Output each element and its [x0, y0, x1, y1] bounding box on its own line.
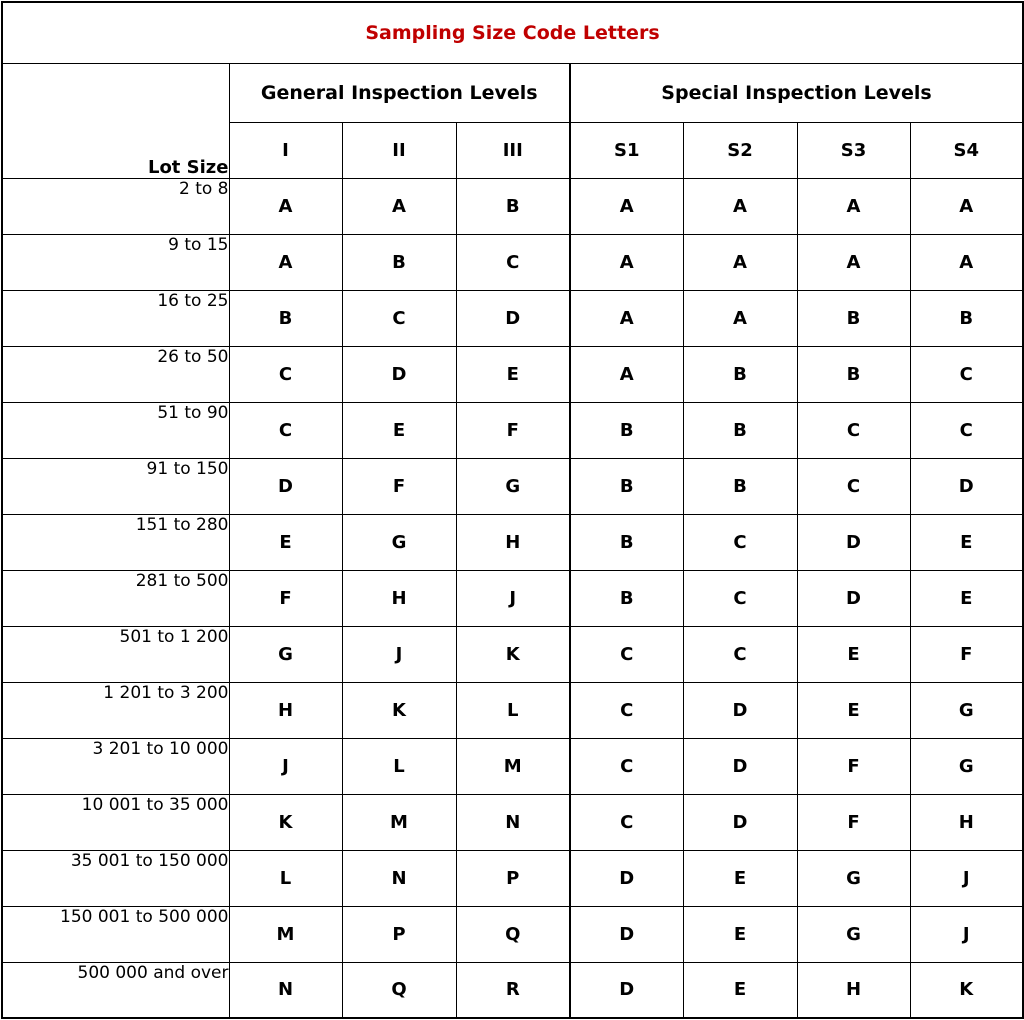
code-letter-cell-i: C — [229, 346, 342, 402]
code-letter-cell-s2: D — [683, 794, 797, 850]
code-letter-cell-iii: J — [456, 570, 570, 626]
code-letter-cell-s1: B — [570, 514, 683, 570]
code-letter-cell-iii: F — [456, 402, 570, 458]
code-letter-cell-iii: G — [456, 458, 570, 514]
code-letter-cell-s1: C — [570, 682, 683, 738]
lot-size-cell: 150 001 to 500 000 — [2, 906, 229, 962]
code-letter-cell-ii: C — [342, 290, 456, 346]
code-letter-cell-i: D — [229, 458, 342, 514]
code-letter-cell-ii: G — [342, 514, 456, 570]
code-letter-cell-s2: D — [683, 682, 797, 738]
code-letter-cell-s3: B — [797, 346, 910, 402]
level-header-s3: S3 — [797, 122, 910, 178]
code-letter-cell-s3: D — [797, 514, 910, 570]
code-letter-cell-s4: H — [910, 794, 1023, 850]
level-header-iii: III — [456, 122, 570, 178]
code-letter-cell-i: J — [229, 738, 342, 794]
code-letter-cell-s3: A — [797, 178, 910, 234]
code-letter-cell-ii: H — [342, 570, 456, 626]
table-row — [2, 626, 1023, 682]
general-inspection-levels-header: General Inspection Levels — [229, 63, 570, 122]
code-letter-cell-s3: E — [797, 682, 910, 738]
code-letter-cell-iii: Q — [456, 906, 570, 962]
code-letter-cell-s2: A — [683, 178, 797, 234]
table-row — [2, 794, 1023, 850]
code-letter-cell-s3: B — [797, 290, 910, 346]
code-letter-cell-iii: D — [456, 290, 570, 346]
sampling-size-code-table — [1, 1, 1024, 1019]
code-letter-cell-s1: A — [570, 178, 683, 234]
table-row — [2, 178, 1023, 234]
code-letter-cell-s2: E — [683, 850, 797, 906]
code-letter-cell-i: C — [229, 402, 342, 458]
code-letter-cell-i: M — [229, 906, 342, 962]
code-letter-cell-s4: G — [910, 738, 1023, 794]
code-letter-cell-s2: C — [683, 626, 797, 682]
level-header-ii: II — [342, 122, 456, 178]
code-letter-cell-s1: A — [570, 290, 683, 346]
code-letter-cell-iii: L — [456, 682, 570, 738]
code-letter-cell-s3: F — [797, 738, 910, 794]
code-letter-cell-s4: D — [910, 458, 1023, 514]
code-letter-cell-s1: C — [570, 626, 683, 682]
lot-size-cell: 91 to 150 — [2, 458, 229, 514]
code-letter-cell-s3: E — [797, 626, 910, 682]
code-letter-cell-ii: F — [342, 458, 456, 514]
code-letter-cell-s2: C — [683, 514, 797, 570]
code-letter-cell-ii: D — [342, 346, 456, 402]
code-letter-cell-ii: J — [342, 626, 456, 682]
code-letter-cell-s4: E — [910, 570, 1023, 626]
code-letter-cell-i: G — [229, 626, 342, 682]
code-letter-cell-iii: M — [456, 738, 570, 794]
code-letter-cell-s2: E — [683, 906, 797, 962]
level-header-i: I — [229, 122, 342, 178]
code-letter-cell-s4: E — [910, 514, 1023, 570]
code-letter-cell-s4: A — [910, 234, 1023, 290]
code-letter-cell-s4: J — [910, 850, 1023, 906]
code-letter-cell-s3: A — [797, 234, 910, 290]
lot-size-cell: 2 to 8 — [2, 178, 229, 234]
code-letter-cell-iii: C — [456, 234, 570, 290]
code-letter-cell-s3: G — [797, 906, 910, 962]
code-letter-cell-s3: C — [797, 458, 910, 514]
code-letter-cell-s2: D — [683, 738, 797, 794]
code-letter-cell-s1: A — [570, 234, 683, 290]
code-letter-cell-s4: J — [910, 906, 1023, 962]
code-letter-cell-s1: A — [570, 346, 683, 402]
code-letter-cell-s1: B — [570, 458, 683, 514]
code-letter-cell-i: N — [229, 962, 342, 1018]
lot-size-cell: 281 to 500 — [2, 570, 229, 626]
table-row — [2, 906, 1023, 962]
lot-size-cell: 51 to 90 — [2, 402, 229, 458]
table-row — [2, 738, 1023, 794]
code-letter-cell-s2: A — [683, 290, 797, 346]
code-letter-cell-i: K — [229, 794, 342, 850]
code-letter-cell-iii: H — [456, 514, 570, 570]
code-letter-cell-iii: E — [456, 346, 570, 402]
code-letter-cell-iii: R — [456, 962, 570, 1018]
code-letter-cell-i: A — [229, 178, 342, 234]
code-letter-cell-iii: B — [456, 178, 570, 234]
lot-size-cell: 10 001 to 35 000 — [2, 794, 229, 850]
code-letter-cell-ii: L — [342, 738, 456, 794]
code-letter-cell-s3: C — [797, 402, 910, 458]
table-row — [2, 458, 1023, 514]
lot-size-header: Lot Size — [2, 63, 229, 178]
code-letter-cell-iii: N — [456, 794, 570, 850]
lot-size-cell: 501 to 1 200 — [2, 626, 229, 682]
code-letter-cell-s2: A — [683, 234, 797, 290]
table-row — [2, 850, 1023, 906]
lot-size-cell: 9 to 15 — [2, 234, 229, 290]
lot-size-cell: 3 201 to 10 000 — [2, 738, 229, 794]
code-letter-cell-s2: E — [683, 962, 797, 1018]
lot-size-cell: 500 000 and over — [2, 962, 229, 1018]
code-letter-cell-iii: K — [456, 626, 570, 682]
table-row — [2, 290, 1023, 346]
table-body — [2, 178, 1023, 1018]
level-header-s1: S1 — [570, 122, 683, 178]
lot-size-cell: 35 001 to 150 000 — [2, 850, 229, 906]
lot-size-cell: 1 201 to 3 200 — [2, 682, 229, 738]
code-letter-cell-i: A — [229, 234, 342, 290]
code-letter-cell-s1: B — [570, 570, 683, 626]
code-letter-cell-s4: C — [910, 346, 1023, 402]
code-letter-cell-s2: B — [683, 458, 797, 514]
code-letter-cell-ii: B — [342, 234, 456, 290]
table-row — [2, 402, 1023, 458]
lot-size-cell: 151 to 280 — [2, 514, 229, 570]
code-letter-cell-s1: B — [570, 402, 683, 458]
code-letter-cell-s4: B — [910, 290, 1023, 346]
code-letter-cell-s4: A — [910, 178, 1023, 234]
code-letter-cell-s2: C — [683, 570, 797, 626]
special-inspection-levels-header: Special Inspection Levels — [570, 63, 1023, 122]
code-letter-cell-i: F — [229, 570, 342, 626]
code-letter-cell-s1: D — [570, 850, 683, 906]
table-row — [2, 514, 1023, 570]
lot-size-cell: 26 to 50 — [2, 346, 229, 402]
code-letter-cell-s4: G — [910, 682, 1023, 738]
code-letter-cell-s1: C — [570, 794, 683, 850]
table-row — [2, 234, 1023, 290]
code-letter-cell-s4: C — [910, 402, 1023, 458]
table-title: Sampling Size Code Letters — [2, 2, 1023, 63]
code-letter-cell-s2: B — [683, 346, 797, 402]
code-letter-cell-i: L — [229, 850, 342, 906]
code-letter-cell-ii: A — [342, 178, 456, 234]
level-header-s4: S4 — [910, 122, 1023, 178]
code-letter-cell-s2: B — [683, 402, 797, 458]
code-letter-cell-ii: Q — [342, 962, 456, 1018]
code-letter-cell-s3: D — [797, 570, 910, 626]
code-letter-cell-s1: C — [570, 738, 683, 794]
code-letter-cell-s1: D — [570, 962, 683, 1018]
table-row — [2, 962, 1023, 1018]
code-letter-cell-i: E — [229, 514, 342, 570]
code-letter-cell-ii: K — [342, 682, 456, 738]
code-letter-cell-ii: E — [342, 402, 456, 458]
level-header-s2: S2 — [683, 122, 797, 178]
lot-size-cell: 16 to 25 — [2, 290, 229, 346]
code-letter-cell-s4: K — [910, 962, 1023, 1018]
code-letter-cell-ii: P — [342, 906, 456, 962]
code-letter-cell-iii: P — [456, 850, 570, 906]
code-letter-cell-i: B — [229, 290, 342, 346]
code-letter-cell-ii: M — [342, 794, 456, 850]
code-letter-cell-ii: N — [342, 850, 456, 906]
code-letter-cell-s3: H — [797, 962, 910, 1018]
code-letter-cell-s1: D — [570, 906, 683, 962]
table-row — [2, 346, 1023, 402]
code-letter-cell-s3: G — [797, 850, 910, 906]
table-row — [2, 570, 1023, 626]
code-letter-cell-s4: F — [910, 626, 1023, 682]
code-letter-cell-s3: F — [797, 794, 910, 850]
code-letter-cell-i: H — [229, 682, 342, 738]
table-row — [2, 682, 1023, 738]
